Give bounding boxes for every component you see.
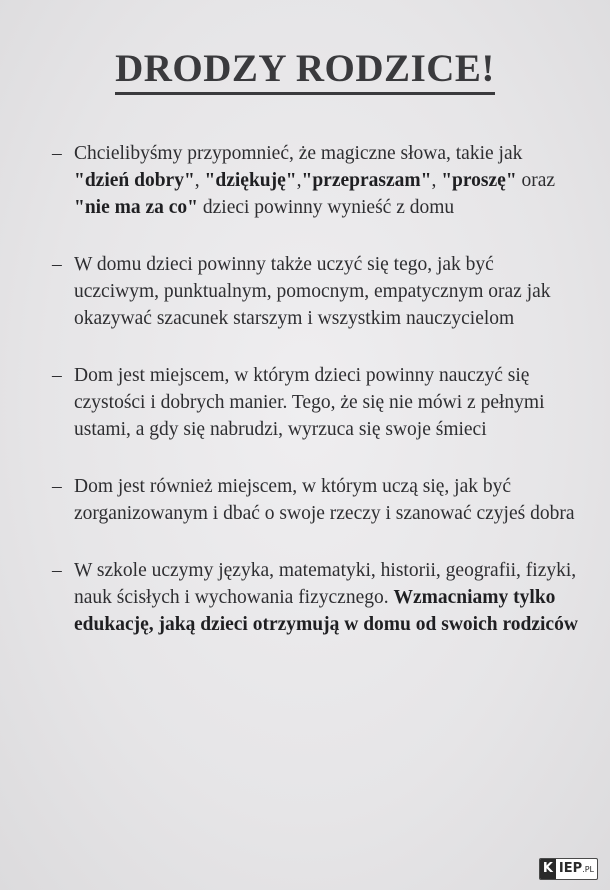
text-segment: Dom jest również miejscem, w którym uczą się, jak być zorganizowanym i dbać o swoje rzeczy i szanować czyjeś dobra — [74, 476, 575, 524]
dash-bullet: – — [52, 365, 62, 386]
text-segment: , — [296, 170, 302, 191]
text-segment: W domu dzieci powinny także uczyć się tego, jak być uczciwym, punktualnym, pomocnym, empatycznym oraz jak okazywać szacunek starszym i wszystkim nauczycielom — [74, 254, 551, 329]
dash-bullet: – — [52, 143, 62, 164]
text-segment: , — [431, 170, 442, 191]
text-segment: Dom jest miejscem, w którym dzieci powinny nauczyć się czystości i dobrych manier. Tego, że się nie mówi z pełnymi ustami, a gdy się nabrudzi, wyrzuca się swoje śmieci — [74, 365, 545, 440]
bold-phrase: "proszę" — [441, 170, 517, 191]
list-item — [52, 473, 580, 527]
list-item — [52, 362, 580, 443]
text-segment: W szkole uczymy języka, matematyki, historii, geografii, fizyki, nauk ścisłych i wychowania fizycznego. — [74, 560, 577, 608]
watermark-logo — [539, 858, 598, 880]
bold-phrase: "dziękuję" — [204, 170, 297, 191]
watermark-suffix: .PL — [582, 865, 594, 874]
watermark-k: K — [540, 859, 556, 879]
item-text — [74, 143, 555, 218]
item-text — [74, 254, 551, 329]
bold-phrase: "przepraszam" — [301, 170, 432, 191]
dash-bullet: – — [52, 476, 62, 497]
list-item — [52, 140, 580, 221]
dash-bullet: – — [52, 254, 62, 275]
watermark-text — [556, 859, 597, 879]
item-text — [74, 560, 578, 635]
bold-phrase: Wzmacniamy tylko edukację, jaką dzieci otrzymują w domu od swoich rodziców — [74, 587, 578, 635]
text-segment: Chcielibyśmy przypomnieć, że magiczne słowa, takie jak — [74, 143, 523, 164]
text-segment: dzieci powinny wynieść z domu — [198, 197, 455, 218]
dash-bullet: – — [52, 560, 62, 581]
item-text — [74, 365, 545, 440]
text-segment: , — [194, 170, 205, 191]
item-text — [74, 476, 574, 524]
title-text: DRODZY RODZICE! — [115, 47, 495, 95]
watermark-main: IEP — [558, 861, 583, 876]
notice-list — [0, 140, 610, 668]
bold-phrase: "nie ma za co" — [74, 197, 198, 218]
page-title — [0, 46, 610, 91]
list-item — [52, 557, 580, 638]
bold-phrase: "dzień dobry" — [74, 170, 195, 191]
text-segment: oraz — [516, 170, 556, 191]
list-item — [52, 251, 580, 332]
